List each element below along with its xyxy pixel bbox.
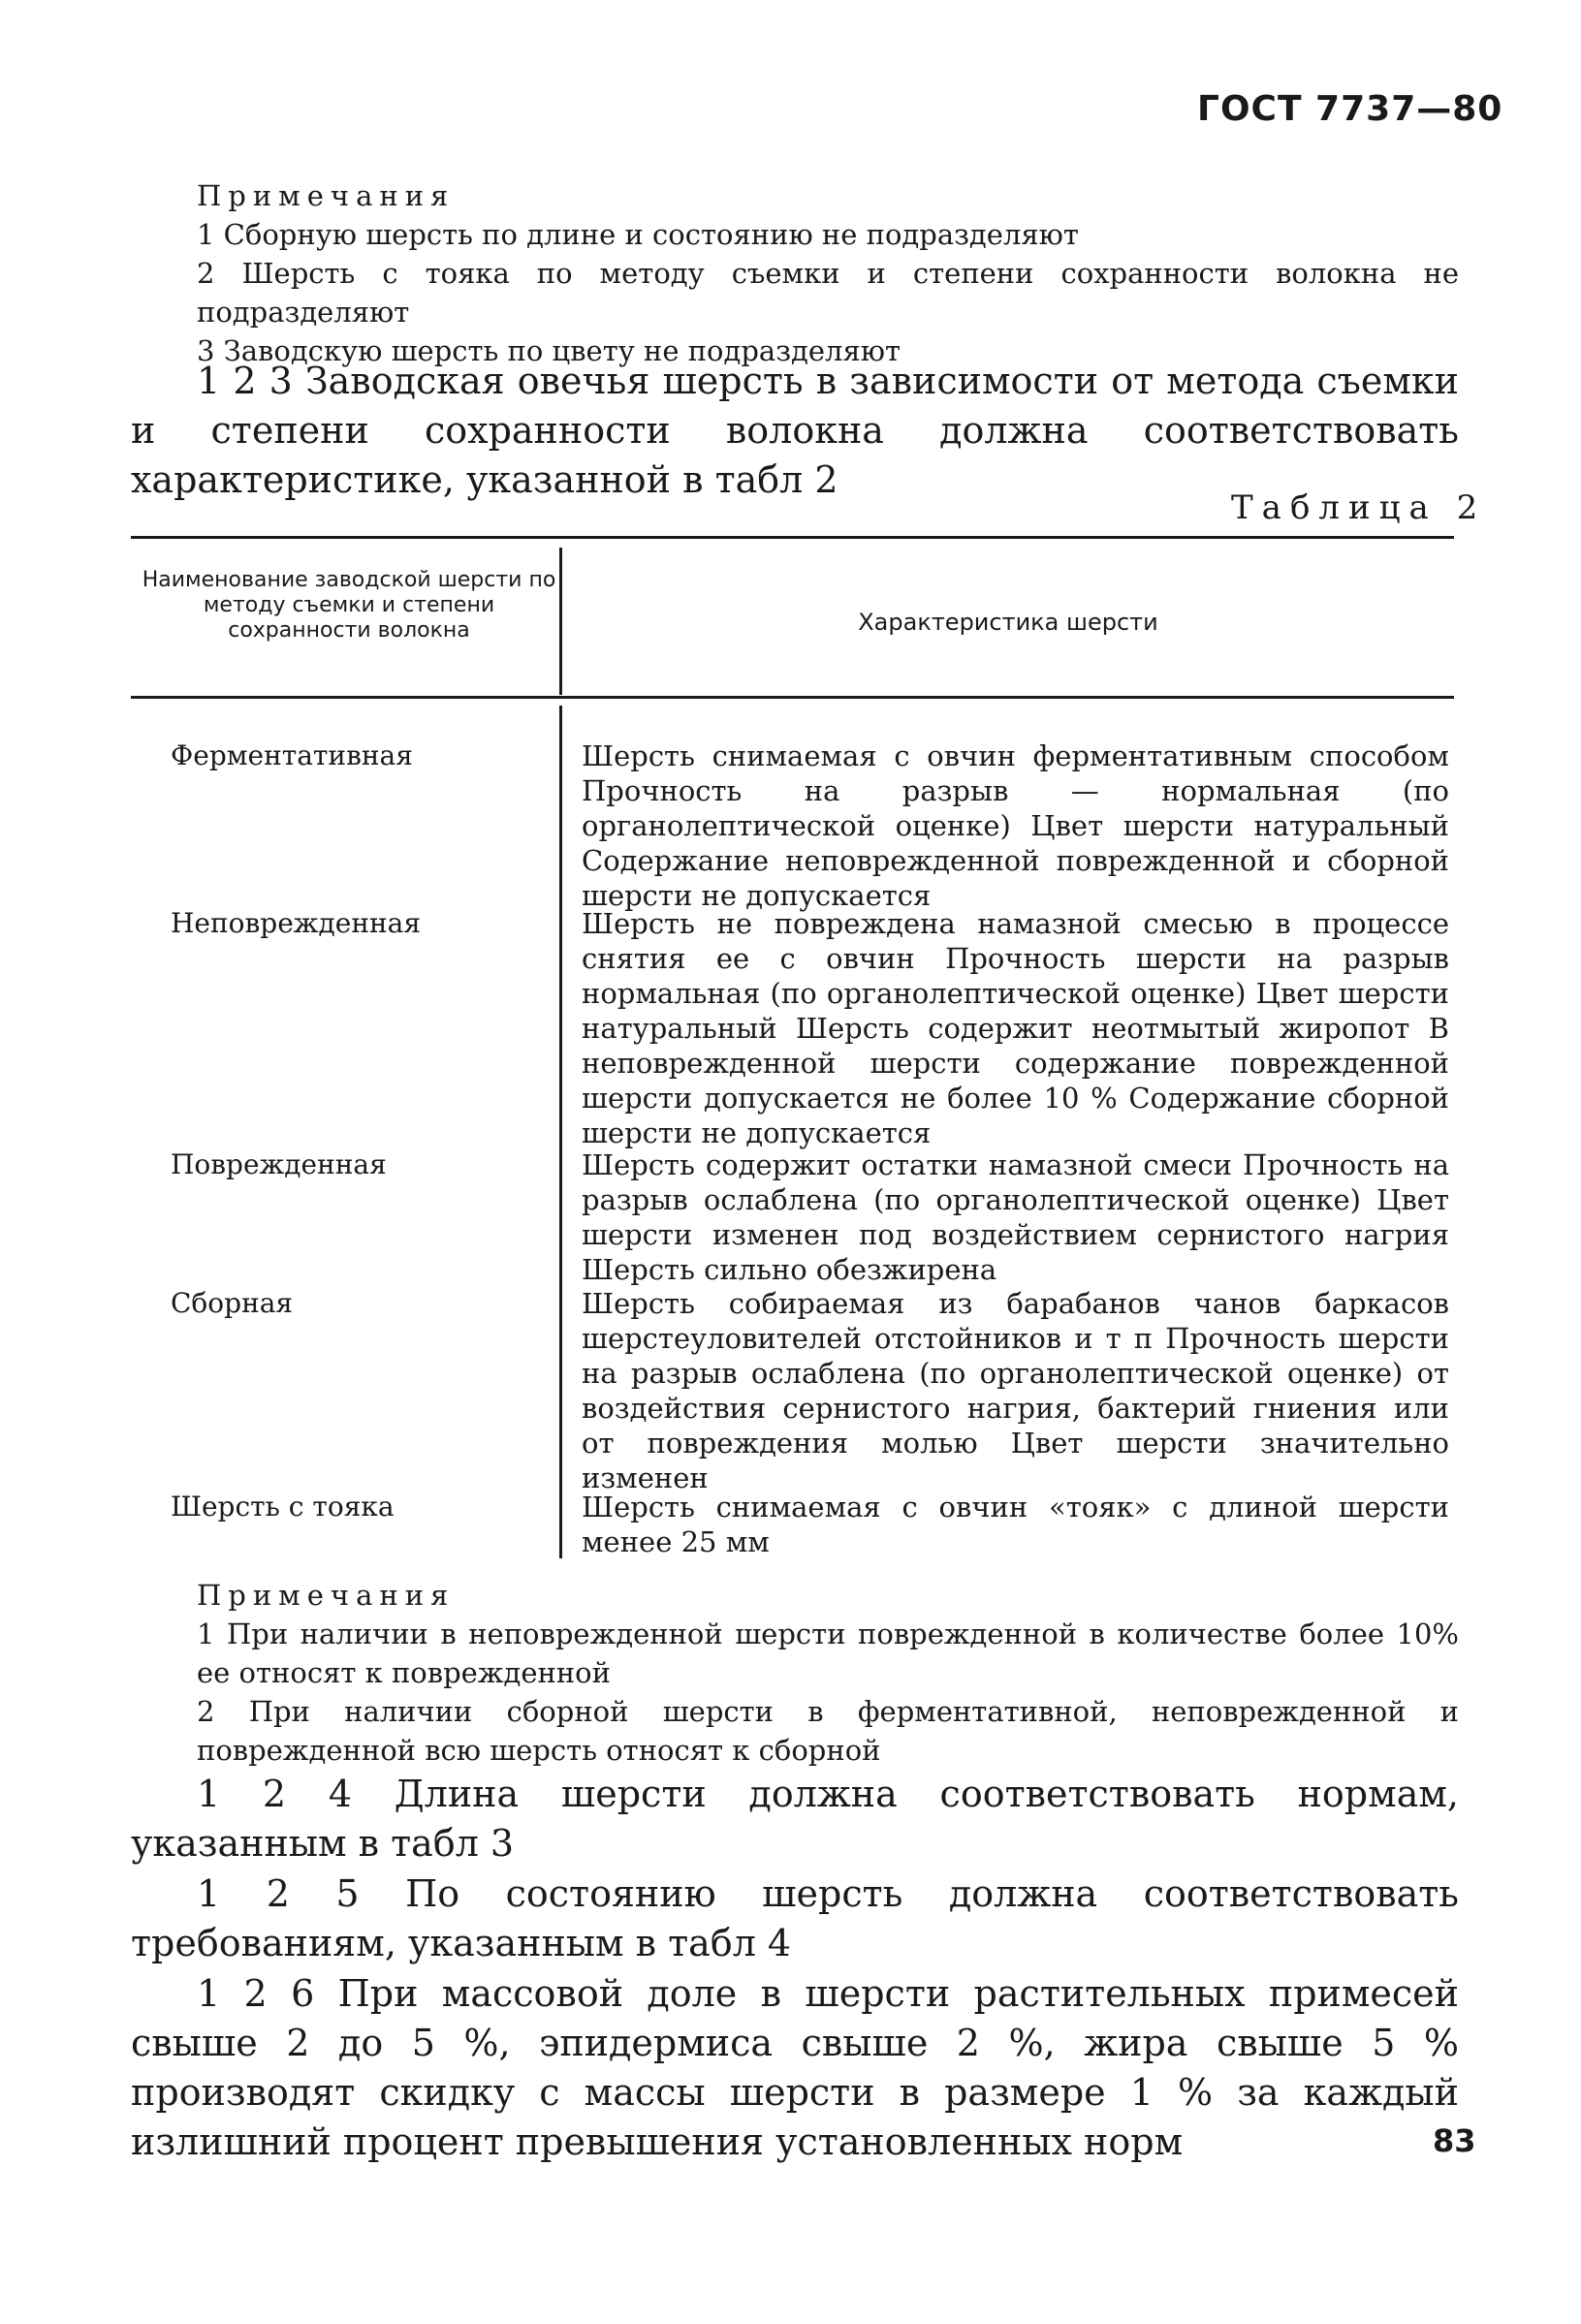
- table-row-text: Шерсть содержит остатки намазной смеси Прочность на разрыв ослаблена (по органолептической оценке) Цвет шерсти изменен под воздействием сернистого нагрия Шерсть сильно обезжирена: [582, 1148, 1449, 1286]
- note-item: 1 Сборную шерсть по длине и состоянию не подразделяют: [197, 218, 1079, 251]
- table-row-name: Сборная: [171, 1287, 294, 1319]
- page-number: 83: [1433, 2122, 1476, 2159]
- note-item: 3 Заводскую шерсть по цвету не подразделяют: [197, 334, 901, 367]
- column-header-name: Наименование заводской шерсти по методу съемки и степени сохранности волокна: [142, 568, 556, 643]
- table-row-name: Шерсть с тояка: [171, 1491, 395, 1523]
- column-header-characteristic: Характеристика шерсти: [858, 609, 1158, 636]
- paragraph-1-2-5: 1 2 5 По состоянию шерсть должна соответствовать требованиям, указанным в табл 4: [131, 1872, 1459, 1964]
- notes-title: Примечания: [197, 179, 456, 212]
- paragraph-1-2-6: 1 2 6 При массовой доле в шерсти растительных примесей свыше 2 до 5 %, эпидермиса свыше 2 %, жира свыше 5 % производят скидку с массы шерсти в размере 1 % за каждый излишний процент превышения установленных норм: [131, 1972, 1459, 2163]
- note-item: 2 При наличии сборной шерсти в ферментативной, неповрежденной и поврежденной всю шерсть относят к сборной: [197, 1695, 1459, 1767]
- table-row-name: Неповрежденная: [171, 907, 422, 939]
- table-row-name: Поврежденная: [171, 1148, 387, 1180]
- body-divider: [559, 706, 562, 1558]
- paragraph-1-2-4: 1 2 4 Длина шерсти должна соответствовать нормам, указанным в табл 3: [131, 1773, 1459, 1865]
- note-item: 2 Шерсть с тояка по методу съемки и степени сохранности волокна не подразделяют: [197, 257, 1459, 329]
- table-caption: Таблица 2: [1231, 488, 1487, 527]
- table-header-rule: [131, 696, 1454, 699]
- notes-block-1: [131, 176, 1459, 370]
- table-row-text: Шерсть снимаемая с овчин «тояк» с длиной шерсти менее 25 мм: [582, 1491, 1449, 1558]
- notes-title: Примечания: [197, 1579, 456, 1612]
- table-row-text: Шерсть собираемая из барабанов чанов баркасов шерстеуловителей отстойников и т п Прочность шерсти на разрыв ослаблена (по органолептической оценке) от воздействия сернистого нагрия, бактерий гниения или от повреждения молью Цвет шерсти значительно изменен: [582, 1287, 1449, 1494]
- table-row-name: Ферментативная: [171, 739, 413, 771]
- paragraph-1-2-3: 1 2 3 Заводская овечья шерсть в зависимости от метода съемки и степени сохранности волокна должна соответствовать характеристике, указанной в табл 2: [131, 360, 1459, 501]
- table-row-text: Шерсть не повреждена намазной смесью в процессе снятия ее с овчин Прочность шерсти на разрыв нормальная (по органолептической оценке) Цвет шерсти натуральный Шерсть содержит неотмытый жиропот В неповрежденной шерсти содержание поврежденной шерсти допускается не более 10 % Содержание сборной шерсти не допускается: [582, 907, 1449, 1149]
- notes-block-2: [131, 1576, 1459, 1770]
- table-top-rule: [131, 536, 1454, 539]
- table-row-text: Шерсть снимаемая с овчин ферментативным способом Прочность на разрыв — нормальная (по органолептической оценке) Цвет шерсти натуральный Содержание неповрежденной поврежденной и сборной шерсти не допускается: [582, 739, 1449, 912]
- note-item: 1 При наличии в неповрежденной шерсти поврежденной в количестве более 10% ее относят к поврежденной: [197, 1617, 1459, 1689]
- standard-header: ГОСТ 7737—80: [1197, 89, 1503, 129]
